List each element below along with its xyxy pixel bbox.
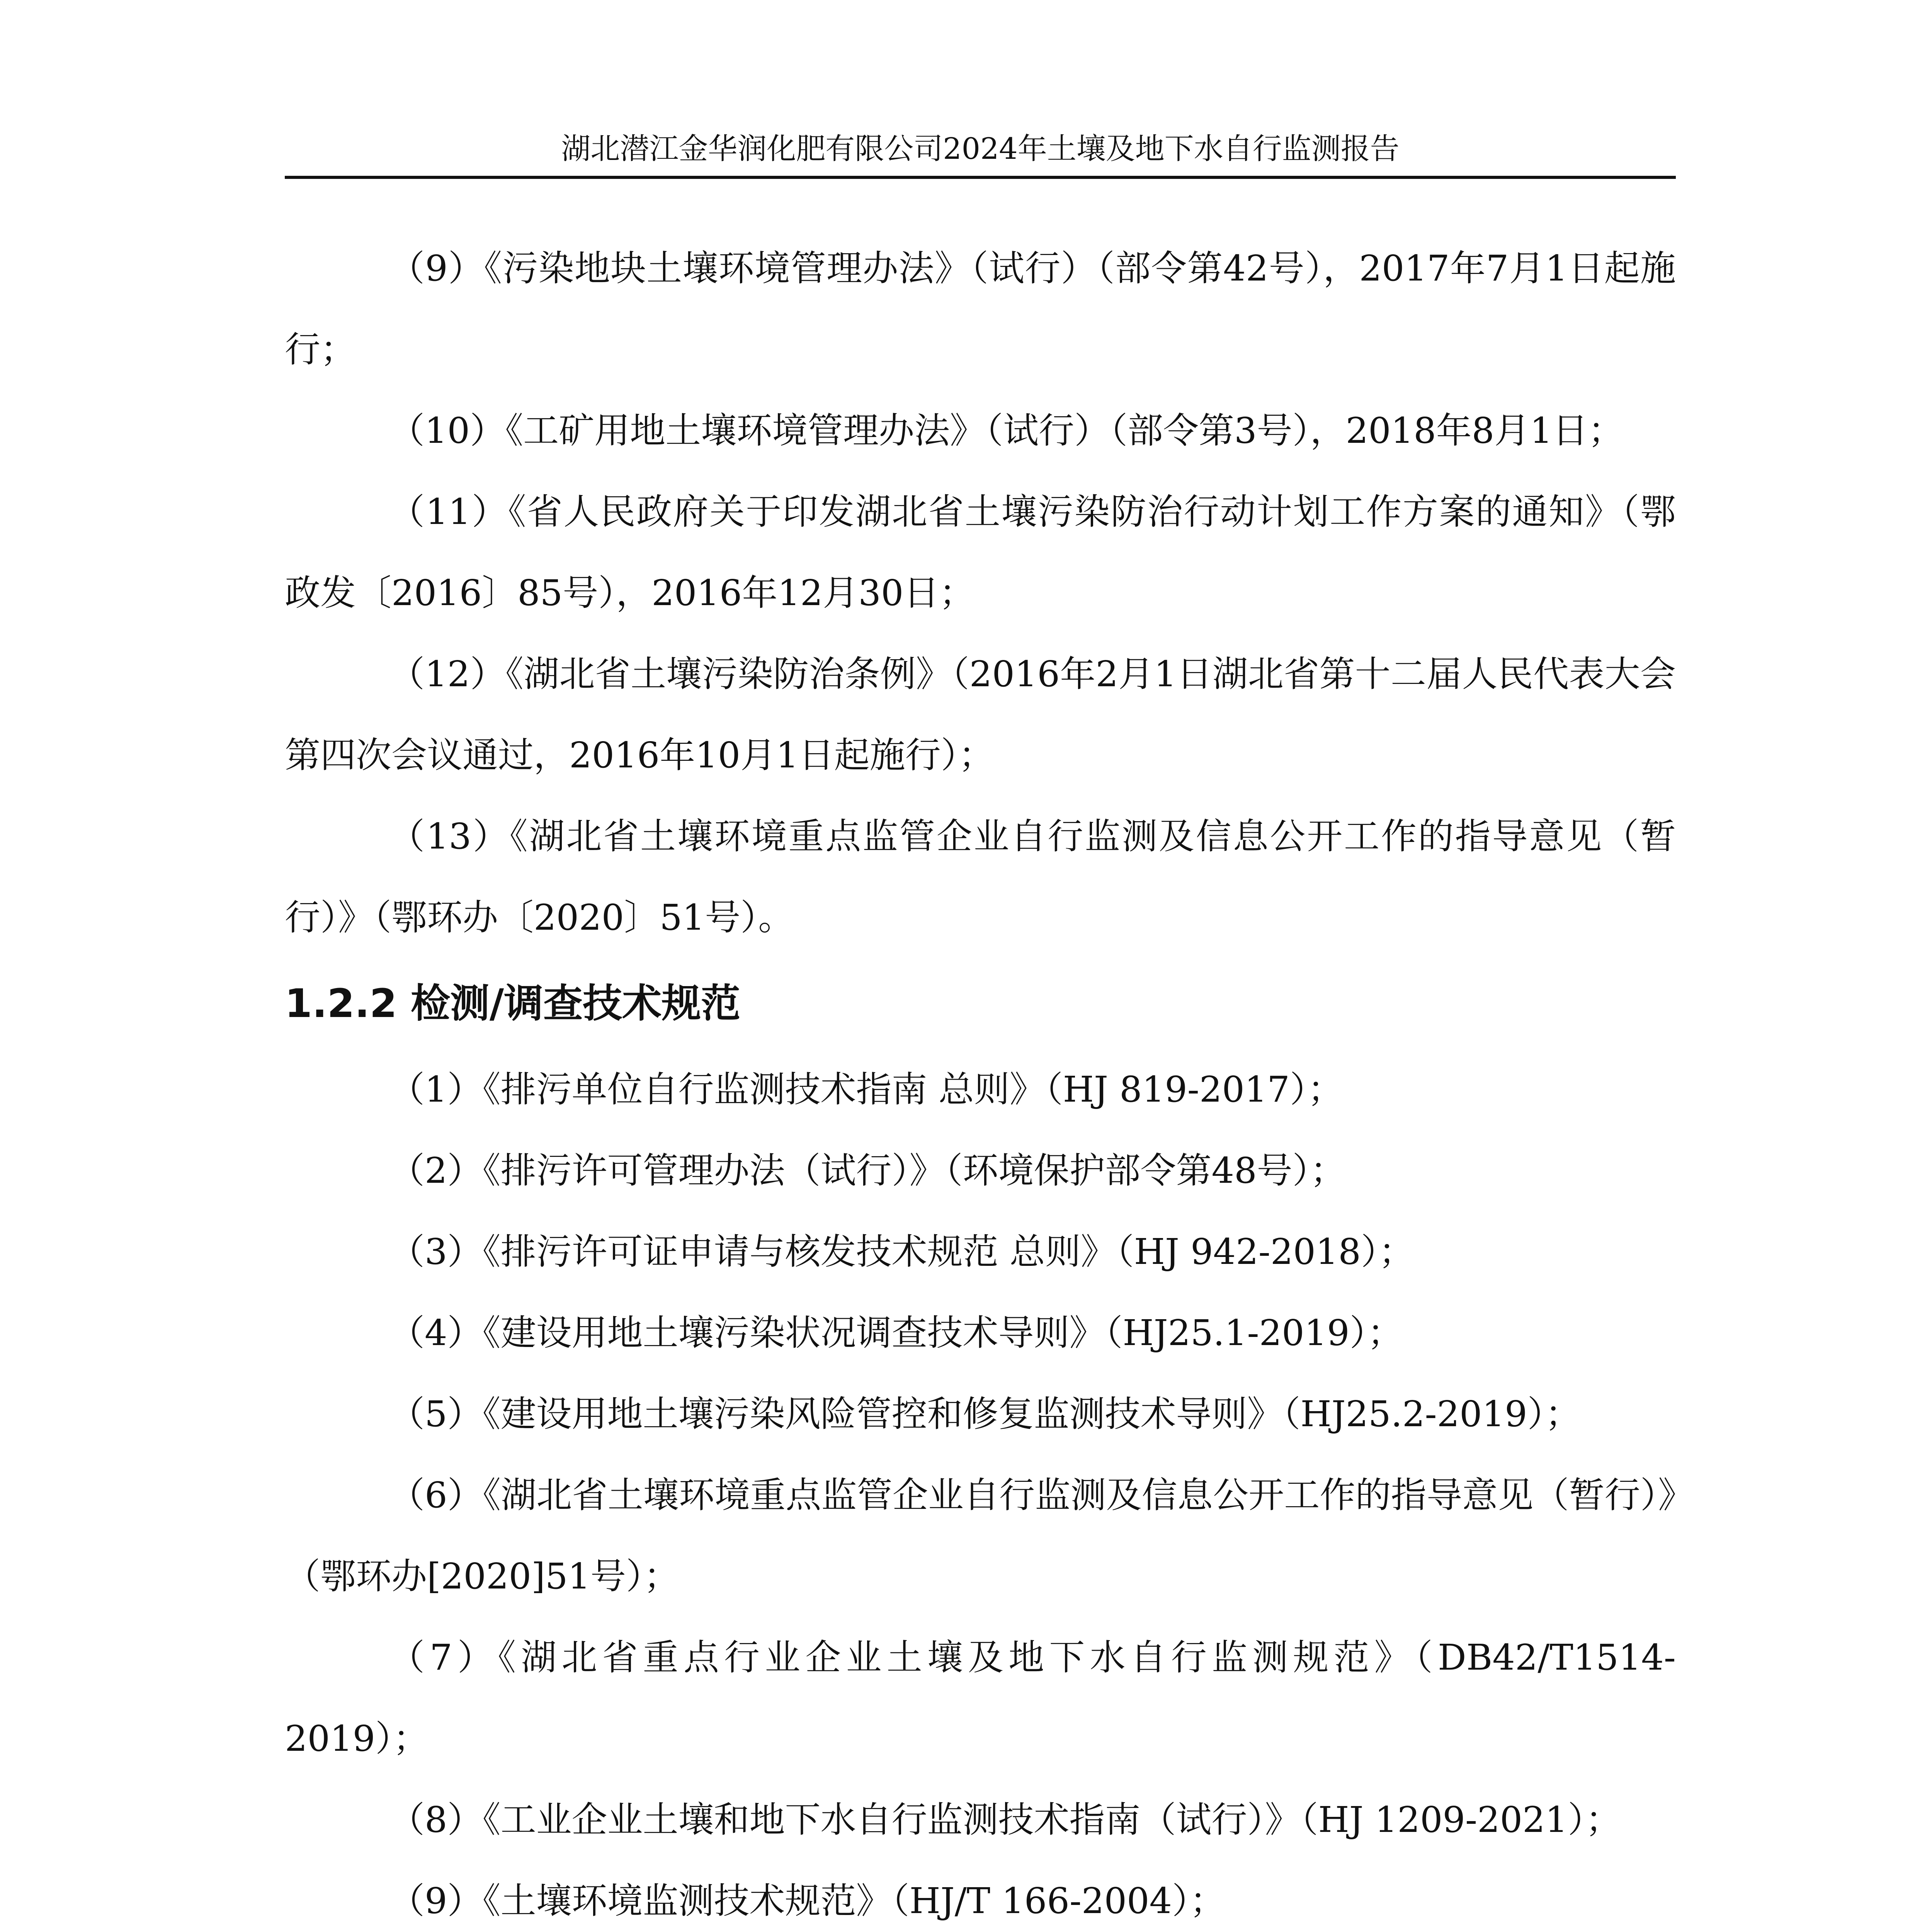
paragraph-regulation-13: （13）《湖北省土壤环境重点监管企业自行监测及信息公开工作的指导意见（暂行）》（鄂环办〔2020〕51号）。 — [285, 816, 1676, 938]
paragraph-spec-5: （5）《建设用地土壤污染风险管控和修复监测技术导则》（HJ25.2-2019）； — [389, 1393, 1581, 1435]
paragraph-spec-2: （2）《排污许可管理办法（试行）》（环境保护部令第48号）； — [389, 1150, 1346, 1191]
paragraph-regulation-9: （9）《污染地块土壤环境管理办法》（试行）（部令第42号），2017年7月1日起施行； — [285, 248, 1676, 370]
paragraph-regulation-10: （10）《工矿用地土壤环境管理办法》（试行）（部令第3号），2018年8月1日； — [389, 410, 1624, 451]
paragraph-spec-7: （7）《湖北省重点行业企业土壤及地下水自行监测规范》（DB42/T1514-2019）； — [285, 1637, 1676, 1759]
section-heading-1-2-2: 1.2.2 检测/调查技术规范 — [285, 981, 741, 1027]
paragraph-spec-6: （6）《湖北省土壤环境重点监管企业自行监测及信息公开工作的指导意见（暂行）》（鄂环办[2020]51号）； — [285, 1475, 1676, 1597]
paragraph-spec-4: （4）《建设用地土壤污染状况调查技术导则》（HJ25.1-2019）； — [389, 1312, 1403, 1354]
paragraph-regulation-11: （11）《省人民政府关于印发湖北省土壤污染防治行动计划工作方案的通知》（鄂政发〔2016〕85号），2016年12月30日； — [285, 491, 1676, 614]
running-header: 湖北潜江金华润化肥有限公司2024年土壤及地下水自行监测报告 — [561, 131, 1400, 166]
page-body — [285, 228, 1676, 1932]
paragraph-spec-1: （1）《排污单位自行监测技术指南 总则》（HJ 819-2017）； — [389, 1069, 1343, 1110]
paragraph-spec-9: （9）《土壤环境监测技术规范》（HJ/T 166-2004）； — [389, 1880, 1226, 1922]
paragraph-regulation-12: （12）《湖北省土壤污染防治条例》（2016年2月1日湖北省第十二届人民代表大会第四次会议通过，2016年10月1日起施行）； — [285, 653, 1676, 776]
paragraph-spec-3: （3）《排污许可证申请与核发技术规范 总则》（HJ 942-2018）； — [389, 1231, 1414, 1272]
header-rule — [285, 176, 1676, 179]
paragraph-spec-8: （8）《工业企业土壤和地下水自行监测技术指南（试行）》（HJ 1209-2021）； — [389, 1799, 1621, 1840]
